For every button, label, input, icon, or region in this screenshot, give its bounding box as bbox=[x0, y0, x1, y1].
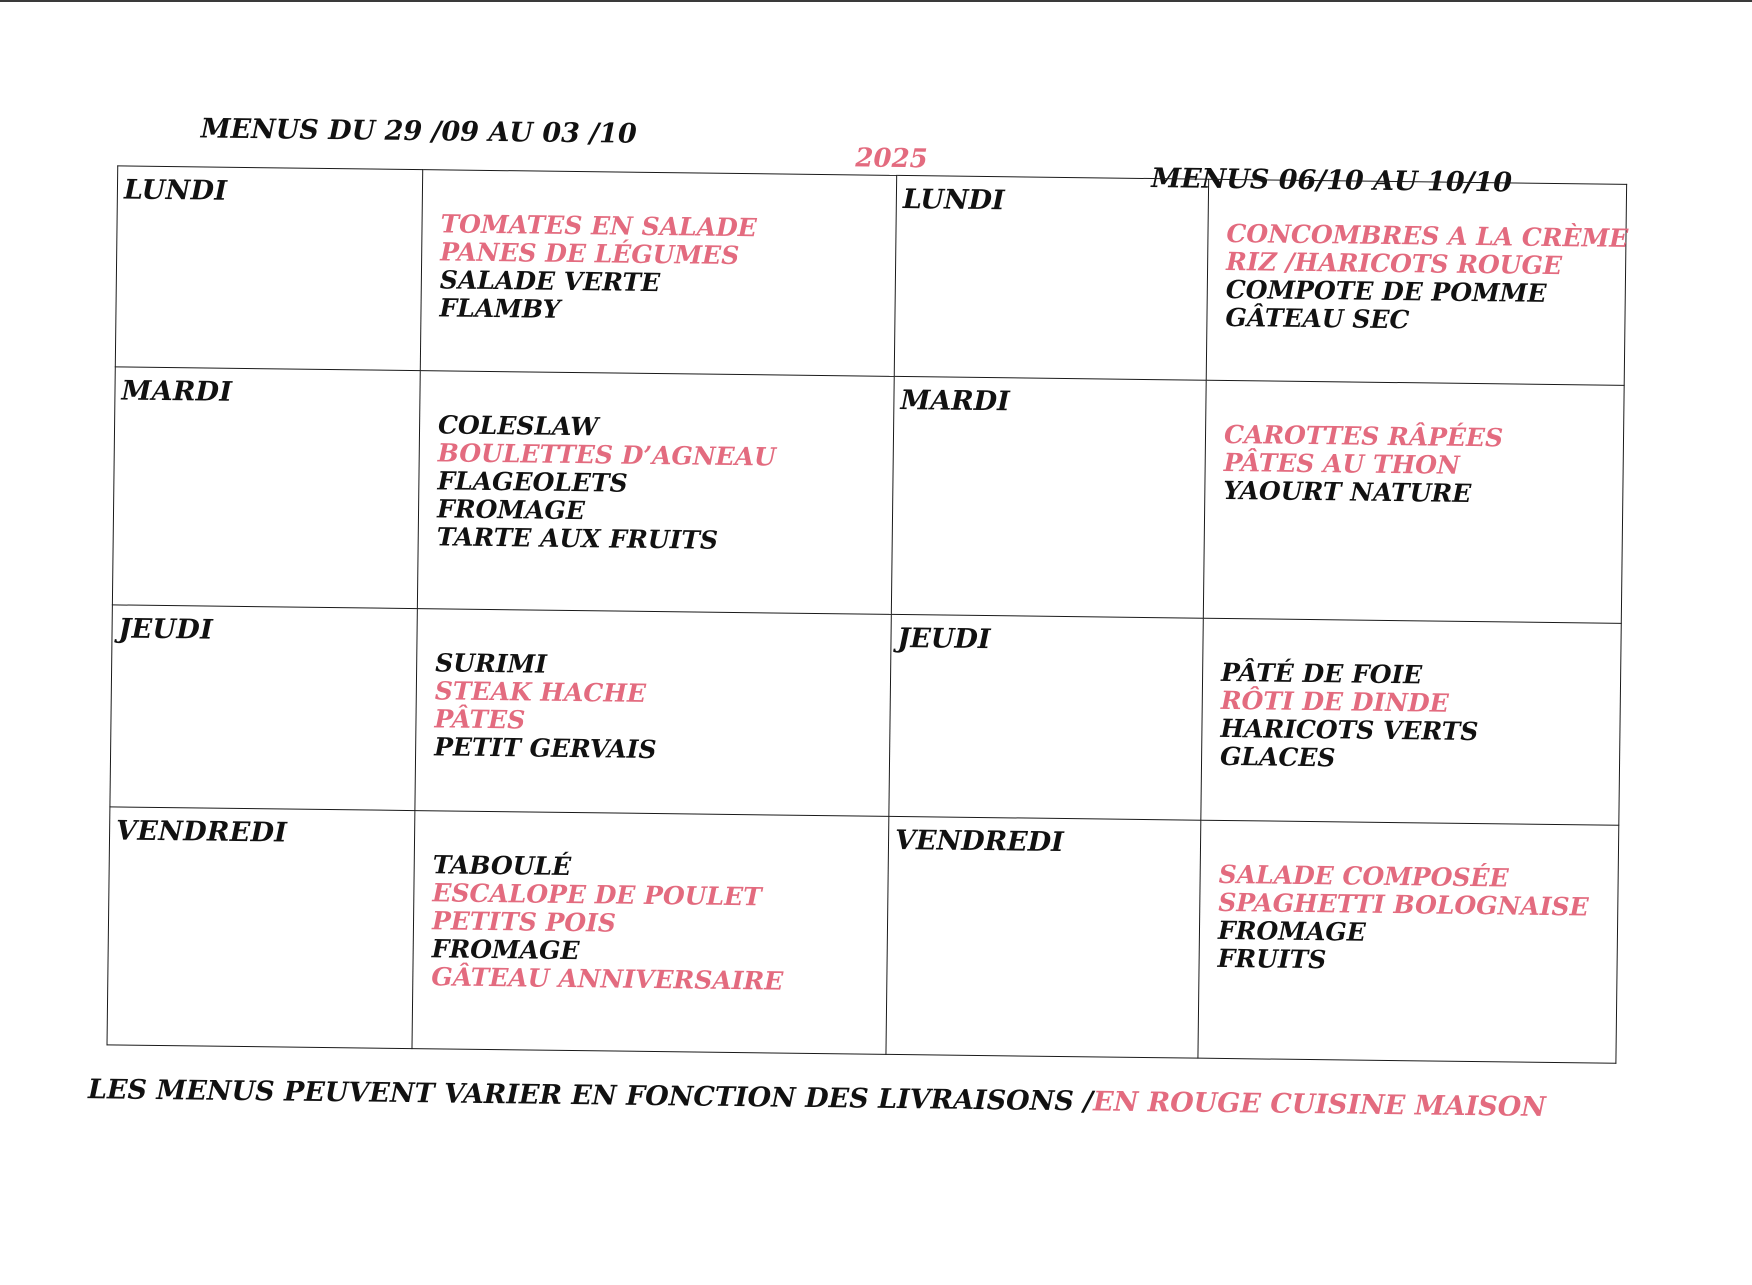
week1-meal bbox=[420, 170, 896, 377]
week1-day: JEUDI bbox=[110, 605, 417, 810]
menu-item: GÂTEAU ANNIVERSAIRE bbox=[431, 962, 784, 996]
menu-item: TARTE AUX FRUITS bbox=[436, 522, 719, 556]
menu-item: ESCALOPE DE POULET bbox=[432, 878, 762, 912]
week2-day: VENDREDI bbox=[886, 816, 1201, 1058]
menu-item: SPAGHETTI BOLOGNAISE bbox=[1218, 887, 1589, 922]
menu-table bbox=[107, 165, 1628, 1063]
menu-item: FLAGEOLETS bbox=[437, 466, 628, 498]
menu-item: GLACES bbox=[1219, 742, 1336, 773]
menu-item: PÂTES bbox=[434, 704, 526, 735]
week1-meal bbox=[412, 810, 889, 1054]
menu-row-thursday bbox=[110, 605, 1621, 825]
menu-item: SALADE COMPOSÉE bbox=[1218, 859, 1509, 893]
menu-item: YAOURT NATURE bbox=[1223, 476, 1472, 509]
week1-day: LUNDI bbox=[115, 166, 422, 371]
menu-item: PÂTÉ DE FOIE bbox=[1220, 658, 1423, 690]
week2-meal bbox=[1198, 820, 1619, 1063]
menu-item: COMPOTE DE POMME bbox=[1225, 274, 1547, 308]
menu-item: FROMAGE bbox=[436, 494, 586, 526]
menu-item: STEAK HACHE bbox=[434, 676, 647, 709]
menu-item: CAROTTES RÂPÉES bbox=[1223, 420, 1504, 453]
menu-table-body bbox=[107, 166, 1627, 1063]
week2-title: MENUS 06/10 AU 10/10 bbox=[1150, 163, 1513, 199]
menu-row-monday bbox=[115, 166, 1626, 386]
menu-item: FROMAGE bbox=[1217, 915, 1366, 947]
week2-day: MARDI bbox=[891, 377, 1206, 619]
menu-item: HARICOTS VERTS bbox=[1220, 714, 1479, 747]
menu-item: SALADE VERTE bbox=[439, 265, 661, 298]
footer-legend: EN ROUGE CUISINE MAISON bbox=[1092, 1086, 1547, 1123]
menu-item: BOULETTES D’AGNEAU bbox=[437, 438, 777, 472]
menu-item: FROMAGE bbox=[431, 934, 580, 965]
week1-title: MENUS DU 29 /09 AU 03 /10 bbox=[200, 113, 637, 150]
week2-meal bbox=[1201, 619, 1621, 825]
menu-item: GÂTEAU SEC bbox=[1225, 302, 1410, 335]
menu-row-friday bbox=[107, 807, 1619, 1064]
menu-item: PETITS POIS bbox=[431, 906, 617, 938]
footer-delivery-note: LES MENUS PEUVENT VARIER EN FONCTION DES LIVRAISONS / bbox=[87, 1074, 1094, 1118]
menu-item: PÂTES AU THON bbox=[1223, 448, 1461, 481]
menu-item: PANES DE LÉGUMES bbox=[440, 237, 740, 271]
menu-item: FLAMBY bbox=[439, 293, 561, 324]
menu-item: RÔTI DE DINDE bbox=[1220, 686, 1449, 719]
menu-item: TOMATES EN SALADE bbox=[440, 209, 757, 243]
menu-row-tuesday bbox=[112, 367, 1624, 624]
week1-day: MARDI bbox=[112, 367, 420, 609]
menu-item: CONCOMBRES A LA CRÈME bbox=[1226, 218, 1629, 253]
footer-note bbox=[88, 1074, 1546, 1123]
menu-item: TABOULÉ bbox=[432, 850, 572, 881]
menu-item: SURIMI bbox=[435, 648, 548, 680]
menu-item: FRUITS bbox=[1217, 943, 1327, 975]
week2-day: LUNDI bbox=[894, 175, 1208, 380]
menu-item: PETIT GERVAIS bbox=[433, 732, 657, 765]
week2-day: JEUDI bbox=[889, 615, 1203, 820]
week1-meal bbox=[415, 609, 891, 816]
week2-meal bbox=[1206, 179, 1629, 385]
week1-meal bbox=[417, 371, 894, 615]
menu-item: RIZ /HARICOTS ROUGE bbox=[1225, 246, 1563, 281]
menu-item: COLESLAW bbox=[437, 410, 599, 442]
year-label: 2025 bbox=[855, 143, 928, 175]
week1-day: VENDREDI bbox=[107, 807, 415, 1049]
week2-meal bbox=[1203, 381, 1624, 624]
